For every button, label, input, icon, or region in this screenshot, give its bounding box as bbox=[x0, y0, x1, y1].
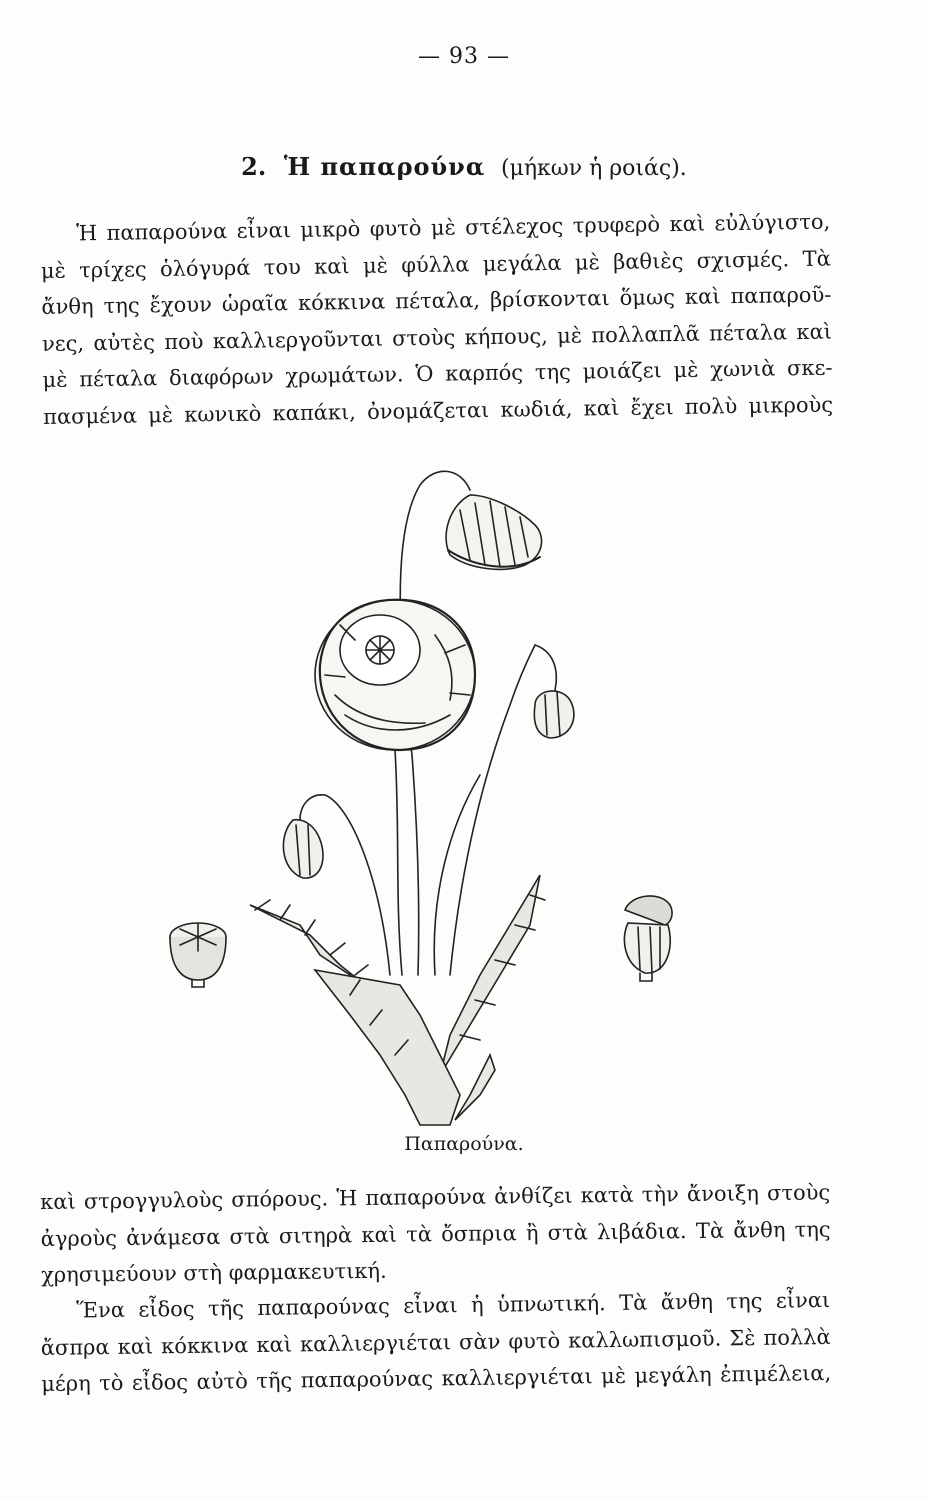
right-bud bbox=[534, 691, 574, 738]
open-flower bbox=[315, 600, 475, 750]
text-line: Ἕνα εἶδος τῆς παπαρούνας εἶναι ἡ ὑπνωτική. Τὰ ἄνθη της εἶναι bbox=[76, 1287, 831, 1323]
text-line: μὲ τρίχες ὁλόγυρά του καὶ μὲ φύλλα μεγάλα μὲ βαθιὲς σχισμές. Τὰ bbox=[40, 246, 831, 283]
hanging-bud bbox=[446, 495, 541, 569]
poppy-illustration bbox=[150, 455, 730, 1135]
text-line: ἄνθη της ἔχουν ὡραῖα κόκκινα πέταλα, βρίσκονται ὅμως καὶ παπαροῦ- bbox=[41, 282, 832, 319]
seed-capsule-left bbox=[170, 923, 226, 987]
figure-caption: Παπαρούνα. bbox=[404, 1133, 524, 1155]
paragraph-opium-poppy bbox=[40, 1282, 831, 1403]
leaves bbox=[250, 875, 545, 1125]
page-number: — 93 — bbox=[418, 44, 510, 69]
text-line: ἀγροὺς ἀνάμεσα στὰ σιτηρὰ καὶ τὰ ὄσπρια ἢ στὰ λιβάδια. Τὰ ἄνθη της bbox=[40, 1216, 831, 1251]
text-line: χρησιμεύουν στὴ φαρμακευτική. bbox=[40, 1258, 387, 1287]
paragraph-description bbox=[40, 204, 833, 435]
text-line: μέρη τὸ εἶδος αὐτὸ τῆς παπαρούνας καλλιεργιέται μὲ μεγάλη ἐπιμέλεια, bbox=[41, 1360, 832, 1396]
paragraph-flowering bbox=[40, 1174, 831, 1293]
section-subtitle: (μήκων ἡ ροιάς). bbox=[500, 156, 687, 181]
seed-capsule-right bbox=[624, 896, 672, 981]
text-line: νες, αὐτὲς ποὺ καλλιεργοῦνται στοὺς κήπους, μὲ πολλαπλᾶ πέταλα καὶ bbox=[41, 319, 833, 356]
section-heading bbox=[0, 152, 928, 181]
text-line: καὶ στρογγυλοὺς σπόρους. Ἡ παπαρούνα ἀνθίζει κατὰ τὴν ἄνοιξη στοὺς bbox=[40, 1180, 831, 1214]
text-line: Ἡ παπαρούνα εἶναι μικρὸ φυτὸ μὲ στέλεχος τρυφερὸ καὶ εὐλύγιστο, bbox=[76, 209, 831, 246]
text-line: ἄσπρα καὶ κόκκινα καὶ καλλιεργιέται σὰν φυτὸ καλλωπισμοῦ. Σὲ πολλὰ bbox=[40, 1324, 831, 1360]
section-title: Ἡ παπαρούνα bbox=[283, 152, 486, 181]
text-line: μὲ πέταλα διαφόρων χρωμάτων. Ὁ καρπός της μοιάζει μὲ χωνιὰ σκε- bbox=[42, 355, 833, 392]
text-line: πασμένα μὲ κωνικὸ καπάκι, ὀνομάζεται κωδιά, καὶ ἔχει πολὺ μικροὺς bbox=[42, 392, 834, 429]
section-number: 2. bbox=[241, 152, 267, 181]
left-bud bbox=[283, 820, 323, 878]
